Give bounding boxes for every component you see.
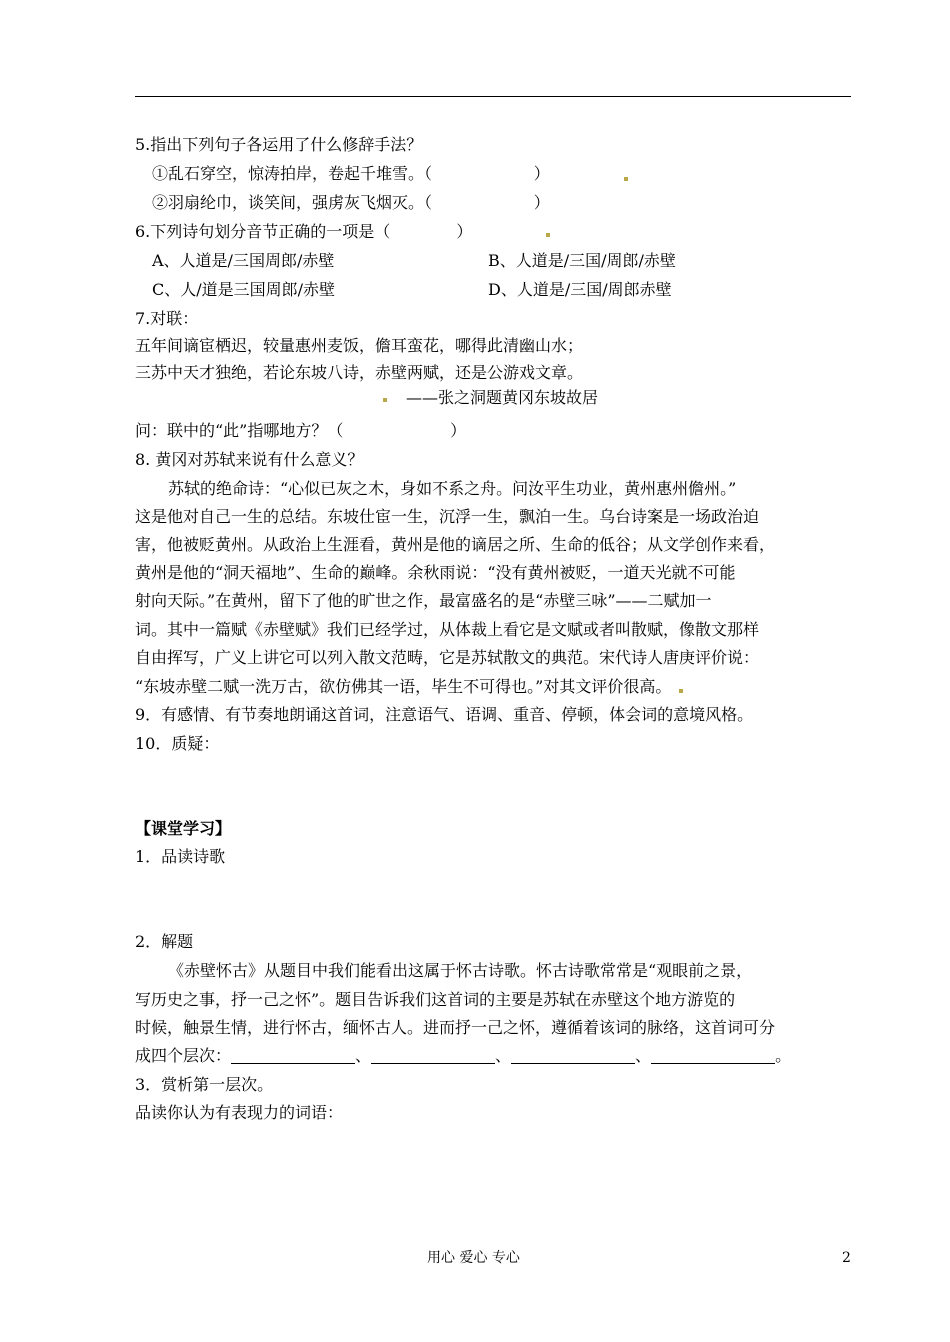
q8-para-line: 黄州是他的“洞天福地”、生命的巅峰。余秋雨说：“没有黄州被贬，一道天光就不可能 (135, 563, 736, 582)
separator: 、 (355, 1046, 372, 1065)
footer-motto: 用心 爱心 专心 (427, 1250, 520, 1266)
s2-para-line: 时候，触景生情，进行怀古，缅怀古人。进而抒一己之怀，遵循着该词的脉络，这首词可分 (135, 1018, 776, 1037)
q5-title: 5.指出下列句子各运用了什么修辞手法？ (135, 135, 423, 154)
s2-para-line: 写历史之事，抒一己之怀”。题目告诉我们这首词的主要是苏轼在赤壁这个地方游览的 (135, 990, 736, 1009)
q8-para-line: 这是他对自己一生的总结。东坡仕宦一生，沉浮一生，飘泊一生。乌台诗案是一场政治迫 (135, 507, 760, 526)
q7-title: 7.对联： (135, 309, 199, 328)
q7-couplet-1: 五年间谪宦栖迟，较量惠州麦饭，儋耳蛮花，哪得此清幽山水； (135, 336, 584, 355)
q9: 9．有感情、有节奏地朗诵这首词，注意语气、语调、重音、停顿，体会词的意境风格。 (135, 705, 754, 724)
q8-para-line: “东坡赤壁二赋一洗万古，欲仿佛其一语，毕生不可得也。”对其文评价很高。 (135, 677, 672, 696)
marker-dot (624, 177, 628, 181)
layer-blank-1 (231, 1047, 355, 1064)
page-number: 2 (842, 1250, 851, 1266)
q6-option-b: B、人道是/三国/周郎/赤壁 (488, 251, 676, 270)
q8-para-line: 自由挥写，广义上讲它可以列入散文范畴，它是苏轼散文的典范。宋代诗人唐庚评价说： (135, 648, 760, 667)
q8-para-line: 射向天际。”在黄州，留下了他的旷世之作，最富盛名的是“赤壁三咏”——二赋加一 (135, 591, 712, 610)
q5-item1: ①乱石穿空，惊涛拍岸，卷起千堆雪。（ ） (152, 164, 550, 183)
marker-dot (679, 689, 683, 693)
s2-para-line: 《赤壁怀古》从题目中我们能看出这属于怀古诗歌。怀古诗歌常常是“观眼前之景， (168, 961, 753, 980)
layer-blank-4 (651, 1047, 775, 1064)
separator: 、 (495, 1046, 512, 1065)
q7-question: 问：联中的“此”指哪地方？（ ） (135, 421, 467, 440)
s2-layers-prefix: 成四个层次： (135, 1046, 232, 1065)
q8-para-line: 苏轼的绝命诗：“心似已灰之木，身如不系之舟。问汝平生功业，黄州惠州儋州。” (168, 479, 737, 498)
period: 。 (775, 1046, 792, 1065)
q5-item2: ②羽扇纶巾，谈笑间，强虏灰飞烟灭。（ ） (152, 193, 550, 212)
header-rule (135, 96, 851, 97)
q7-couplet-2: 三苏中天才独绝，若论东坡八诗，赤壁两赋，还是公游戏文章。 (135, 363, 584, 382)
s3-prompt: 品读你认为有表现力的词语： (135, 1103, 344, 1122)
q6-option-d: D、人道是/三国/周郎赤壁 (488, 280, 672, 299)
q6-option-c: C、人/道是三国周郎/赤壁 (152, 280, 336, 299)
section-item-2: 2．解题 (135, 932, 194, 951)
q10: 10．质疑： (135, 734, 220, 753)
s2-layers-line (135, 1046, 791, 1066)
marker-dot (383, 398, 387, 402)
layer-blank-3 (511, 1047, 635, 1064)
q8-para-line: 词。其中一篇赋《赤壁赋》我们已经学过，从体裁上看它是文赋或者叫散赋，像散文那样 (135, 620, 760, 639)
section-item-3: 3．赏析第一层次。 (135, 1075, 274, 1094)
q6-title: 6.下列诗句划分音节正确的一项是（ ） (135, 222, 473, 241)
separator: 、 (635, 1046, 652, 1065)
layer-blank-2 (371, 1047, 495, 1064)
q7-source: ——张之洞题黄冈东坡故居 (406, 388, 599, 407)
marker-dot (546, 233, 550, 237)
q8-para-line: 害，他被贬黄州。从政治上生涯看，黄州是他的谪居之所、生命的低谷；从文学创作来看， (135, 535, 776, 554)
section-item-1: 1．品读诗歌 (135, 847, 226, 866)
q8-title: 8. 黄冈对苏轼来说有什么意义？ (135, 450, 364, 469)
q6-option-a: A、人道是/三国周郎/赤壁 (152, 251, 335, 270)
section-heading: 【课堂学习】 (135, 819, 232, 838)
